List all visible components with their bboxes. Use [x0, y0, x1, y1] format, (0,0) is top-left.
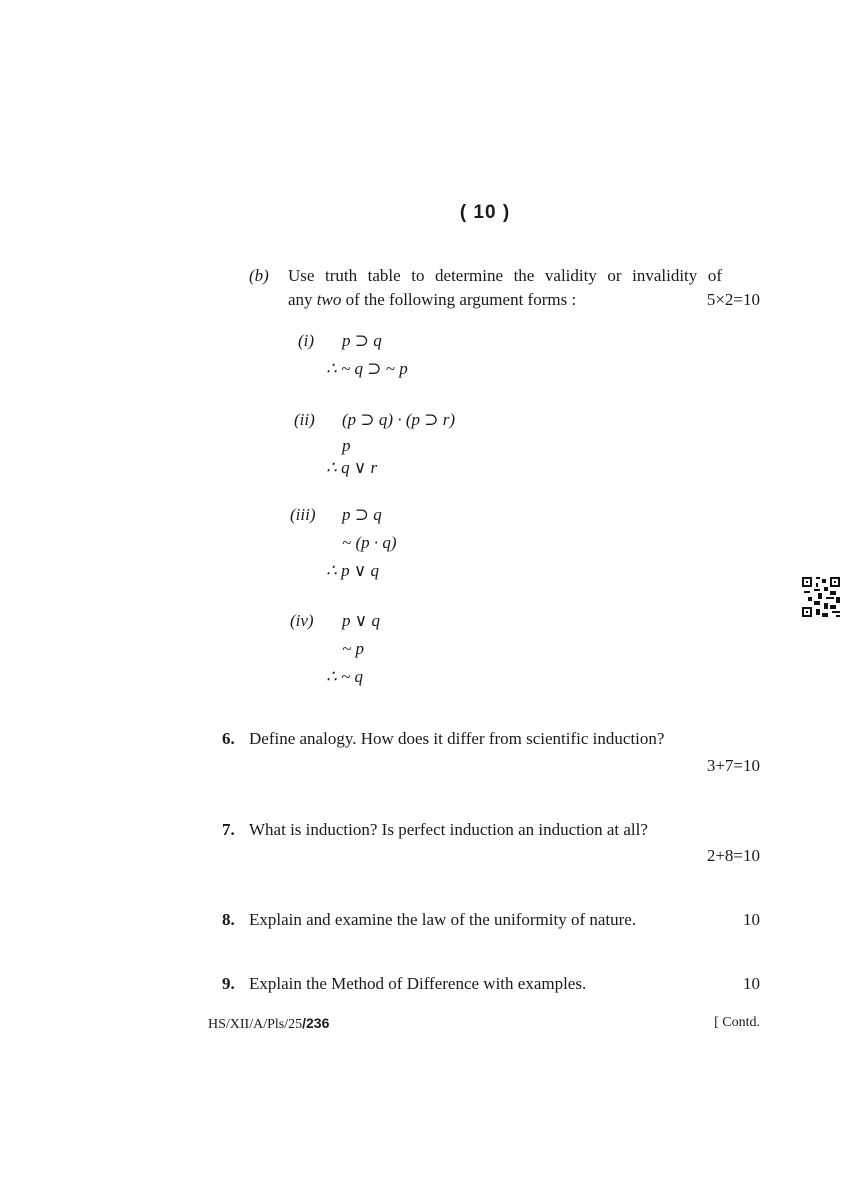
argument-premise: p: [342, 436, 351, 455]
question-text: Explain and examine the law of the uniformity of nature.: [249, 910, 637, 929]
continued-label: [ Contd.: [714, 1015, 760, 1030]
argument-conclusion: ∴ ~ q: [326, 667, 364, 686]
argument-premise: ~ p: [342, 639, 364, 658]
part-b-label: (b): [249, 266, 269, 285]
paper-code: HS/XII/A/Pls/25/236: [208, 1015, 330, 1032]
part-b-instruction-line2: any two of the following argument forms :: [288, 290, 577, 309]
argument-premise: ~ (p · q): [342, 533, 397, 552]
part-b-marks: 5×2=10: [706, 290, 760, 309]
argument-conclusion: ∴ q ∨ r: [326, 458, 378, 477]
question-number: 8.: [222, 910, 235, 929]
question-number: 7.: [222, 820, 235, 839]
argument-premise: p ⊃ q: [342, 505, 382, 524]
argument-conclusion: ∴ ~ q ⊃ ~ p: [326, 359, 408, 378]
question-number: 6.: [222, 729, 235, 748]
argument-label: (i): [298, 331, 315, 350]
argument-premise: p ⊃ q: [342, 331, 382, 350]
argument-label: (ii): [294, 410, 315, 429]
qr-code: [802, 577, 840, 617]
question-text: Explain the Method of Difference with examples.: [249, 974, 587, 993]
argument-premise: p ∨ q: [342, 611, 380, 630]
page-number: ( 10 ): [459, 202, 511, 223]
question-text: Define analogy. How does it differ from scientific induction?: [249, 729, 665, 748]
part-b-instruction-line1: Use truth table to determine the validity or invalidity of: [288, 266, 722, 285]
argument-conclusion: ∴ p ∨ q: [326, 561, 380, 580]
question-marks: 10: [743, 910, 760, 929]
emphasis-two: two: [316, 290, 342, 309]
argument-label: (iii): [290, 505, 316, 524]
question-marks: 10: [743, 974, 760, 993]
question-marks: 2+8=10: [706, 846, 760, 865]
question-text: What is induction? Is perfect induction an induction at all?: [249, 820, 648, 839]
question-marks: 3+7=10: [706, 756, 760, 775]
question-number: 9.: [222, 974, 235, 993]
argument-label: (iv): [290, 611, 314, 630]
argument-premise: (p ⊃ q) · (p ⊃ r): [342, 410, 455, 429]
